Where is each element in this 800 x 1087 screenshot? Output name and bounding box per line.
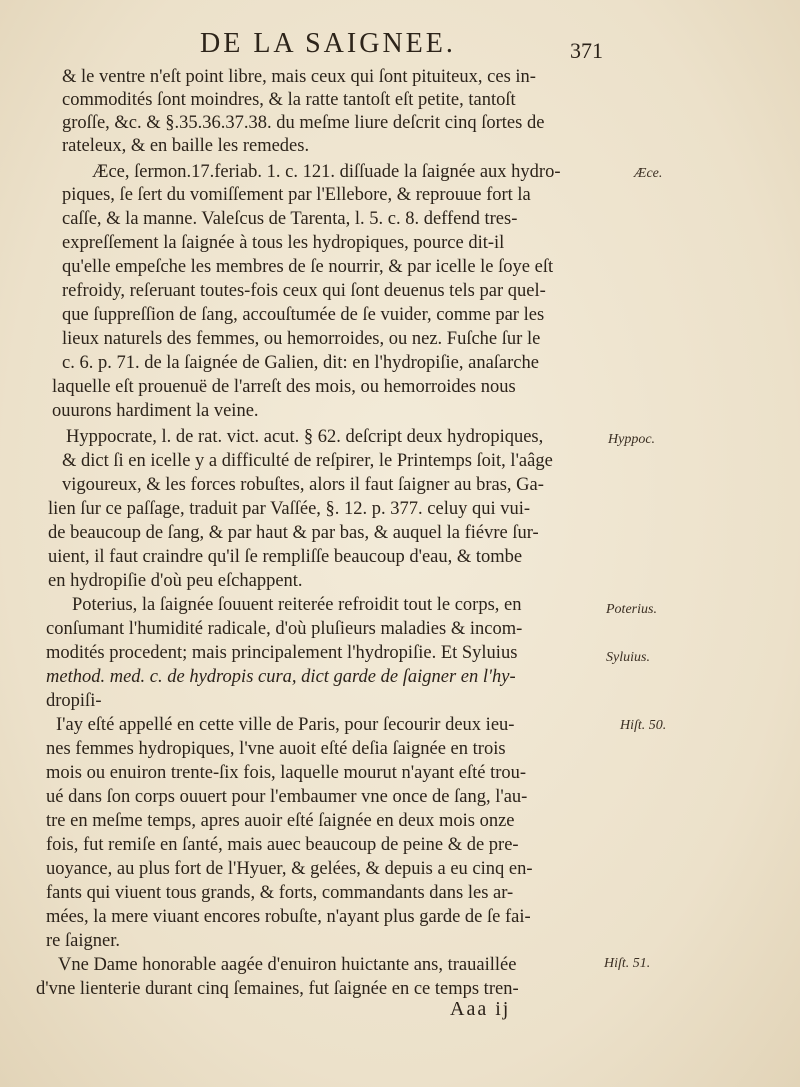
text-line: vigoureux, & les forces robuſtes, alors il faut ſaigner au bras, Ga- (62, 475, 544, 495)
text-line: uoyance, au plus fort de l'Hyuer, & gelées, & depuis a eu cinq en- (46, 859, 533, 879)
text-line: qu'elle empeſche les membres de ſe nourrir, & par icelle le ſoye eſt (62, 257, 554, 277)
text-line: & le ventre n'eſt point libre, mais ceux qui ſont pituiteux, ces in- (62, 67, 536, 87)
text-line: Hyppocrate, l. de rat. vict. acut. § 62. deſcript deux hydropiques, (66, 427, 544, 447)
text-line: de beaucoup de ſang, & par haut & par bas, & auquel la fiévre ſur- (48, 523, 539, 543)
margin-note-aece: Æce. (634, 166, 663, 181)
text-line: laquelle eſt prouenuë de l'arreſt des mois, ou hemorroides nous (52, 377, 516, 397)
text-line: rateleux, & en baille les remedes. (62, 136, 310, 156)
signature-mark: Aaa ij (450, 998, 511, 1020)
text-line: Poterius, la ſaignée ſouuent reiterée refroidit tout le corps, en (72, 595, 522, 615)
text-line: que ſuppreſſion de ſang, accouſtumée de ſe vuider, comme par les (62, 305, 545, 325)
text-line: c. 6. p. 71. de la ſaignée de Galien, dit: en l'hydropiſie, anaſarche (62, 353, 539, 373)
text-line: tre en meſme temps, apres auoir eſté ſaignée en deux mois onze (46, 811, 515, 831)
text-line: piques, ſe ſert du vomiſſement par l'Ellebore, & reprouue fort la (62, 185, 531, 205)
margin-note-hyppocrate: Hyppoc. (608, 432, 656, 447)
text-line: Æce, ſermon.17.feriab. 1. c. 121. diſſuade la ſaignée aux hydro- (92, 162, 561, 182)
text-line: Vne Dame honorable aagée d'enuiron huictante ans, trauaillée (58, 955, 517, 975)
text-line: expreſſement la ſaignée à tous les hydropiques, pource dit-il (62, 233, 505, 253)
page-number: 371 (570, 38, 603, 63)
text-line: conſumant l'humidité radicale, d'où pluſieurs maladies & incom- (46, 619, 523, 639)
text-line: caſſe, & la manne. Valeſcus de Tarenta, l. 5. c. 8. deffend tres- (62, 209, 518, 229)
text-line: dropiſi- (46, 691, 102, 711)
margin-note-poterius: Poterius. (606, 602, 657, 617)
text-line: groſſe, &c. & §.35.36.37.38. du meſme liure deſcrit cinq ſortes de (62, 113, 545, 133)
running-header-title: DE LA SAIGNEE. (200, 28, 456, 59)
text-line: mées, la mere viuant encores robuſte, n'ayant plus garde de ſe fai- (46, 907, 531, 927)
margin-note-hist-51: Hiſt. 51. (604, 956, 651, 971)
margin-note-hist-50: Hiſt. 50. (620, 718, 667, 733)
text-line: fois, fut remiſe en ſanté, mais auec beaucoup de peine & de pre- (46, 835, 519, 855)
text-line: method. med. c. de hydropis cura, dict garde de ſaigner en l'hy- (46, 667, 516, 687)
text-line: lien ſur ce paſſage, traduit par Vaſſée, §. 12. p. 377. celuy qui vui- (48, 499, 531, 519)
text-line: ué dans ſon corps ouuert pour l'embaumer vne once de ſang, l'au- (46, 787, 528, 807)
text-line: & dict ſi en icelle y a difficulté de reſpirer, le Printemps ſoit, l'aâge (62, 451, 553, 471)
text-line: commodités ſont moindres, & la ratte tantoſt eſt petite, tantoſt (62, 90, 516, 110)
text-line: nes femmes hydropiques, l'vne auoit eſté deſia ſaignée en trois (46, 739, 506, 759)
text-line: uient, il faut craindre qu'il ſe rempliſſe beaucoup d'eau, & tombe (48, 547, 523, 567)
text-line: refroidy, reſeruant toutes-fois ceux qui ſont deuenus tels par quel- (62, 281, 546, 301)
text-line: ouurons hardiment la veine. (52, 401, 259, 421)
text-line: re ſaigner. (46, 931, 120, 951)
text-line: modités procedent; mais principalement l'hydropiſie. Et Syluius (46, 643, 518, 663)
text-line: en hydropiſie d'où peu eſchappent. (48, 571, 303, 591)
margin-note-syluius: Syluius. (606, 650, 650, 665)
text-line: fants qui viuent tous grands, & forts, commandants dans les ar- (46, 883, 514, 903)
text-line: mois ou enuiron trente-ſix fois, laquelle mourut n'ayant eſté trou- (46, 763, 527, 783)
text-line: d'vne lienterie durant cinq ſemaines, fut ſaignée en ce temps tren- (36, 979, 519, 999)
text-line: lieux naturels des femmes, ou hemorroides, ou nez. Fuſche ſur le (62, 329, 541, 349)
text-line: I'ay eſté appellé en cette ville de Paris, pour ſecourir deux ieu- (56, 715, 515, 735)
